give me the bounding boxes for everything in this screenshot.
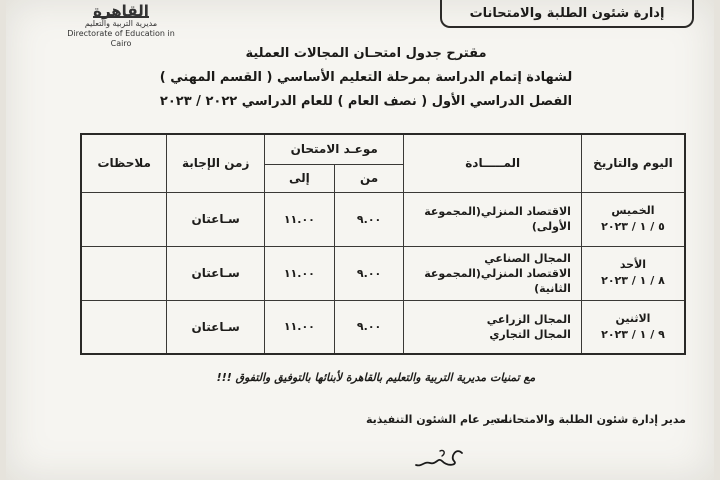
header-notes: ملاحظات — [81, 134, 167, 192]
notes-cell — [81, 192, 167, 246]
header-exam-time: موعـد الامتحان — [265, 134, 404, 164]
closing-wishes: مع تمنيات مديرية التربية والتعليم بالقاهرة لأبنائها بالتوفيق والتفوق !!! — [216, 371, 536, 384]
time-from-cell: ٩.٠٠ — [334, 192, 404, 246]
subject-cell — [404, 246, 581, 300]
department-box — [440, 0, 694, 28]
document-page — [6, 0, 714, 480]
subject-line-1: الاقتصاد المنزلي(المجموعة الأولى) — [424, 205, 571, 233]
logo-line-2: Directorate of Education in Cairo — [67, 29, 175, 48]
exam-date: ٨ / ١ / ٢٠٢٣ — [601, 274, 665, 287]
header-day-date: اليوم والتاريخ — [581, 134, 685, 192]
cairo-directorate-logo — [66, 2, 176, 48]
header-from: من — [334, 164, 404, 192]
day-name: الخميس — [611, 204, 655, 217]
subject-cell — [404, 192, 581, 246]
signature-title-right: مدير إدارة شئون الطلبة والامتحانات — [493, 413, 686, 426]
header-duration: زمن الإجابة — [167, 134, 265, 192]
time-to-cell: ١١.٠٠ — [265, 300, 335, 354]
day-name: الاثنين — [615, 311, 651, 325]
notes-cell — [81, 246, 167, 300]
exam-date: ٥ / ١ / ٢٠٢٣ — [601, 220, 665, 233]
table-row — [81, 192, 685, 246]
subject-line-1: المجال الصناعي — [484, 251, 571, 265]
header-to: إلى — [265, 164, 335, 192]
duration-cell: سـاعتان — [167, 246, 265, 300]
time-from-cell: ٩.٠٠ — [334, 300, 404, 354]
day-date-cell — [581, 300, 685, 354]
day-name: الأحد — [619, 258, 647, 271]
logo-line-1: مديرية التربية والتعليم — [84, 19, 158, 28]
title-line-2: لشهادة إتمام الدراسة بمرحلة التعليم الأساسي ( القسم المهني ) — [159, 70, 573, 85]
time-to-cell: ١١.٠٠ — [265, 192, 335, 246]
subject-line-2: المجال التجاري — [489, 327, 571, 341]
signature-title-middle: مدير عام الشئون التنفيذية — [366, 413, 508, 426]
handwritten-signature — [410, 443, 470, 473]
time-from-cell: ٩.٠٠ — [334, 246, 404, 300]
logo-mark: القاهرة — [93, 2, 149, 20]
subject-cell — [404, 300, 581, 354]
subject-line-2: الاقتصاد المنزلي(المجموعة الثانية) — [424, 266, 571, 295]
duration-cell: سـاعتان — [167, 192, 265, 246]
notes-cell — [81, 300, 167, 354]
department-label: إدارة شئون الطلبة والامتحانات — [469, 5, 665, 21]
table-row — [81, 300, 685, 354]
day-date-cell — [581, 246, 685, 300]
duration-cell: سـاعتان — [167, 300, 265, 354]
subject-line-1: المجال الزراعي — [486, 312, 571, 326]
header-subject: المـــــادة — [404, 134, 581, 192]
day-date-cell — [581, 192, 685, 246]
title-line-1: مقترح جدول امتحـان المجالات العملية — [245, 46, 487, 61]
exam-date: ٩ / ١ / ٢٠٢٣ — [601, 327, 665, 341]
time-to-cell: ١١.٠٠ — [265, 246, 335, 300]
table-row — [81, 246, 685, 300]
exam-schedule-table — [80, 133, 686, 355]
title-line-3: الفصل الدراسي الأول ( نصف العام ) للعام الدراسي ٢٠٢٢ / ٢٠٢٣ — [159, 94, 573, 109]
